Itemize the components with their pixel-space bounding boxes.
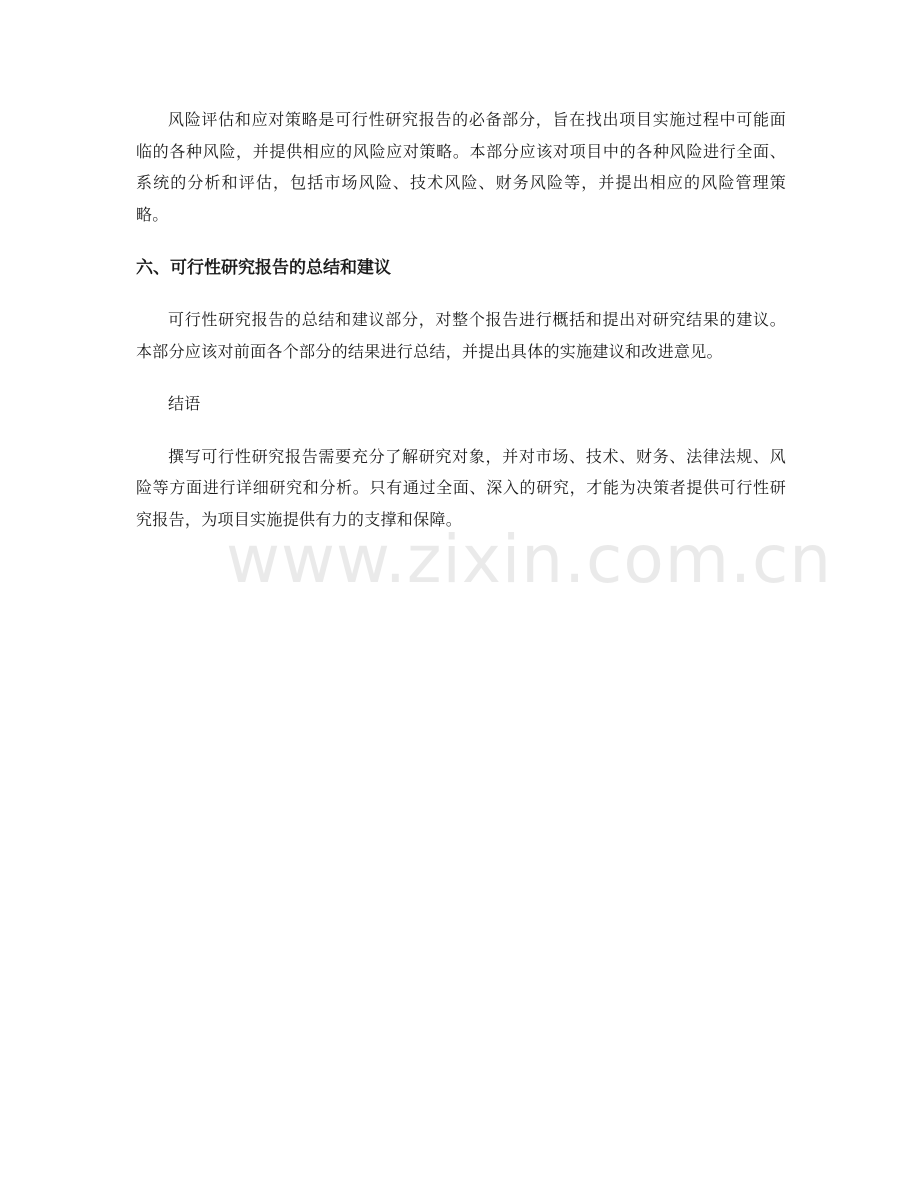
- risk-strategy-paragraph: 风险评估和应对策略是可行性研究报告的必备部分，旨在找出项目实施过程中可能面临的各种风险，并提供相应的风险应对策略。本部分应该对项目中的各种风险进行全面、系统的分析和评估，包括市场风险、技术风险、财务风险等，并提出相应的风险管理策略。: [136, 110, 786, 224]
- section-six-heading: 六、可行性研究报告的总结和建议: [136, 258, 391, 278]
- closing-label: 结语: [168, 394, 201, 413]
- document-body: [136, 104, 786, 535]
- conclusion-paragraph: 撰写可行性研究报告需要充分了解研究对象，并对市场、技术、财务、法律法规、风险等方面进行详细研究和分析。只有通过全面、深入的研究，才能为决策者提供可行性研究报告，为项目实施提供有力的支撑和保障。: [136, 446, 786, 529]
- summary-suggestion-paragraph: 可行性研究报告的总结和建议部分，对整个报告进行概括和提出对研究结果的建议。本部分应该对前面各个部分的结果进行总结，并提出具体的实施建议和改进意见。: [136, 310, 786, 361]
- watermark-text: www.zixin.com.cn: [226, 521, 833, 598]
